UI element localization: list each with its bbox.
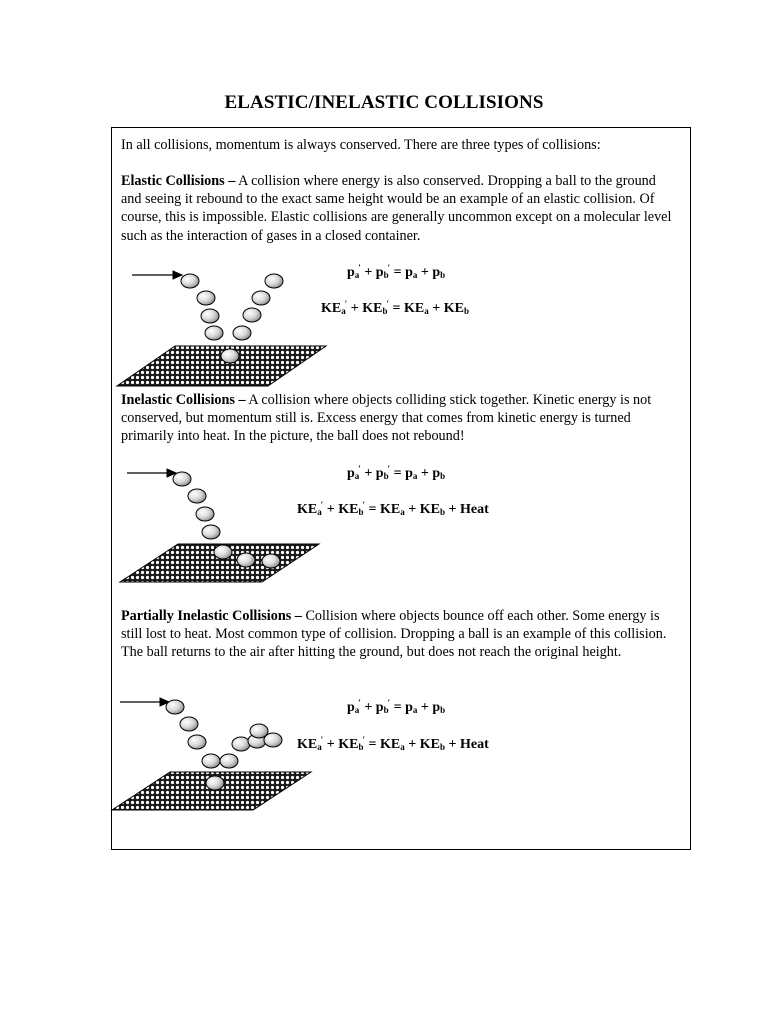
partial-body: Collision where objects bounce off each other. Some energy is still lost to heat. Most common type of collision. Dropping a ball is an example of this collision. The ball returns to the air after hitting the ground, but does not reach the original height.	[121, 608, 667, 661]
momentum-formula: $p_a' + p_b' = p_a + p_b$	[347, 464, 446, 481]
ball-icon	[166, 700, 184, 714]
momentum-formula: $p_a' + p_b' = p_a + p_b$	[347, 698, 446, 715]
page-title: ELASTIC/INELASTIC COLLISIONS	[224, 92, 544, 113]
ground-plane	[117, 346, 326, 386]
intro-text: In all collisions, momentum is always conserved. There are three types of collisions:	[121, 137, 601, 153]
ball-icon	[232, 737, 250, 751]
energy-formula: $KE_a' + KE_b' = KE_a + KE_b$	[297, 735, 445, 752]
inelastic-diagram	[120, 472, 319, 582]
elastic-diagram	[117, 274, 326, 386]
inelastic-body: A collision where objects colliding stick together. Kinetic energy is not conserved, but momentum still is. Excess energy that comes from kinetic energy is turned primarily into heat. In the picture, the ball does not rebound!	[121, 392, 652, 445]
ball-icon	[202, 754, 220, 768]
ball-icon	[221, 349, 239, 363]
ball-icon	[206, 776, 224, 790]
ball-icon	[262, 554, 280, 568]
ball-icon	[197, 291, 215, 305]
momentum-formula: $p_a' + p_b' = p_a + p_b$	[347, 263, 446, 280]
elastic-heading: Elastic Collisions –	[121, 173, 236, 189]
energy-formula: $KE_a' + KE_b' = KE_a + KE_b$	[321, 299, 469, 316]
partial-heading: Partially Inelastic Collisions –	[121, 608, 302, 624]
ball-icon	[188, 735, 206, 749]
heat-term: + Heat	[444, 502, 489, 517]
ball-icon	[188, 489, 206, 503]
inelastic-heading: Inelastic Collisions –	[121, 392, 246, 408]
energy-formula: $KE_a' + KE_b' = KE_a + KE_b$	[297, 500, 445, 517]
elastic-body: A collision where energy is also conserved. Dropping a ball to the ground and seeing it rebound to the exact same height would be an example of an elastic collision. Of course, this is impossible. Elastic collisions are generally uncommon except on a molecular level such as the interaction of gases in a closed container.	[121, 173, 672, 244]
ball-icon	[205, 326, 223, 340]
ball-icon	[196, 507, 214, 521]
ball-icon	[201, 309, 219, 323]
ball-icon	[237, 553, 255, 567]
ball-icon	[233, 326, 251, 340]
ball-icon	[202, 525, 220, 539]
ball-icon	[180, 717, 198, 731]
partial-diagram	[112, 700, 311, 810]
ball-icon	[181, 274, 199, 288]
ball-icon	[252, 291, 270, 305]
heat-term: + Heat	[444, 737, 489, 752]
ball-icon	[264, 733, 282, 747]
ball-icon	[220, 754, 238, 768]
ball-icon	[214, 545, 232, 559]
ball-icon	[265, 274, 283, 288]
ball-icon	[173, 472, 191, 486]
ball-icon	[243, 308, 261, 322]
